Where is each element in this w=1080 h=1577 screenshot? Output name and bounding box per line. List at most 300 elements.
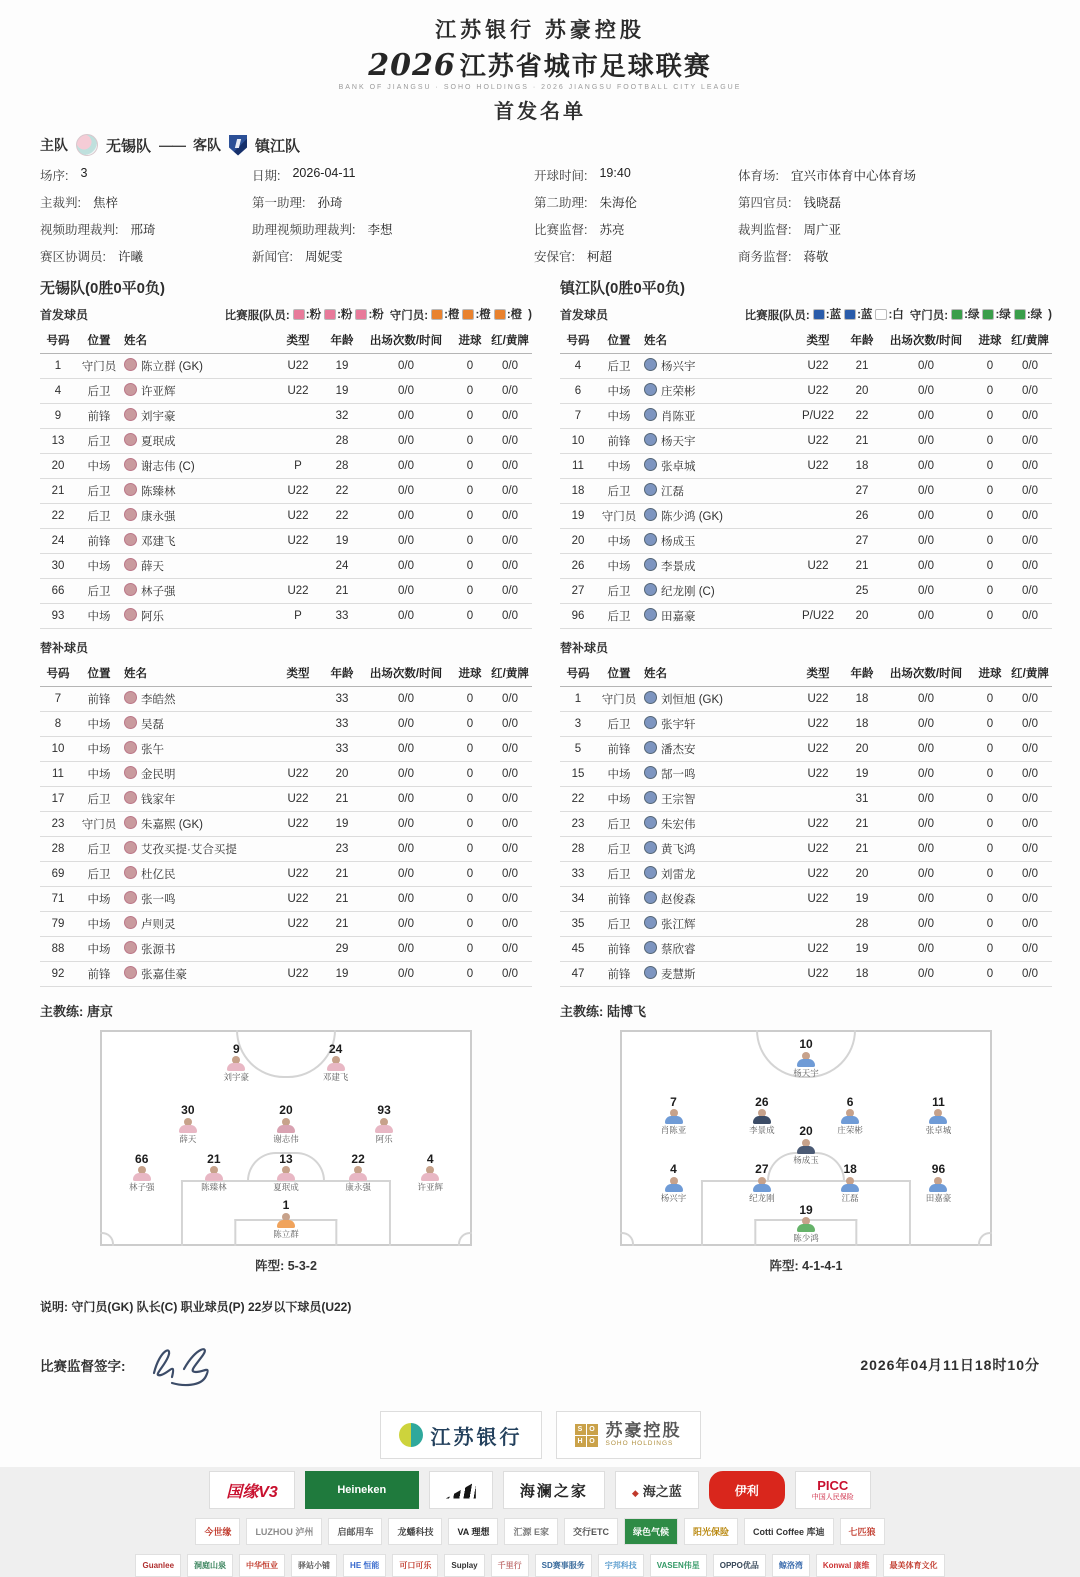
player-age: 20 bbox=[844, 737, 880, 762]
player-avatar-icon bbox=[644, 791, 657, 804]
player-row bbox=[560, 937, 1052, 962]
player-goals: 0 bbox=[972, 912, 1008, 937]
home-kit-info bbox=[225, 306, 532, 323]
player-cards: 0/0 bbox=[488, 529, 532, 554]
player-position: 后卫 bbox=[596, 812, 642, 837]
player-goals: 0 bbox=[452, 687, 488, 712]
player-name-cell bbox=[642, 354, 792, 379]
kit-color-name: :蓝 bbox=[825, 309, 842, 322]
player-position: 前锋 bbox=[76, 687, 122, 712]
player-apps: 0/0 bbox=[880, 579, 972, 604]
player-type: U22 bbox=[272, 812, 324, 837]
player-cards: 0/0 bbox=[488, 429, 532, 454]
col-name: 姓名 bbox=[122, 660, 272, 687]
player-age: 21 bbox=[844, 354, 880, 379]
player-avatar-icon bbox=[644, 841, 657, 854]
player-name-cell bbox=[122, 787, 272, 812]
col-cards: 红/黄牌 bbox=[488, 660, 532, 687]
player-name: 陈臻林 bbox=[141, 486, 176, 498]
sponsor-chip: Guanlee bbox=[135, 1554, 181, 1577]
player-age: 33 bbox=[324, 712, 360, 737]
player-avatar-icon bbox=[644, 583, 657, 596]
player-position: 中场 bbox=[596, 379, 642, 404]
kit-prefix: 比赛服(队员: bbox=[224, 309, 290, 322]
player-figure-icon bbox=[420, 1166, 440, 1182]
player-row bbox=[560, 454, 1052, 479]
kit-suffix: ) bbox=[528, 308, 532, 321]
player-number: 11 bbox=[560, 454, 596, 479]
player-row bbox=[560, 529, 1052, 554]
formation-player bbox=[778, 1038, 834, 1078]
player-type: U22 bbox=[792, 962, 844, 987]
player-apps: 0/0 bbox=[880, 429, 972, 454]
player-name: 陈立群 (GK) bbox=[141, 361, 203, 373]
sponsor-chip: Konwal 康维 bbox=[816, 1554, 877, 1577]
player-age: 18 bbox=[844, 962, 880, 987]
player-row bbox=[560, 887, 1052, 912]
player-goals: 0 bbox=[452, 912, 488, 937]
player-type bbox=[272, 429, 324, 454]
player-number: 88 bbox=[40, 937, 76, 962]
player-number: 6 bbox=[560, 379, 596, 404]
player-apps: 0/0 bbox=[880, 687, 972, 712]
player-name: 艾孜买提·艾合买提 bbox=[141, 844, 237, 856]
starters-label: 首发球员 bbox=[560, 308, 609, 322]
player-avatar-icon bbox=[124, 508, 137, 521]
player-goals: 0 bbox=[972, 837, 1008, 862]
player-position: 守门员 bbox=[596, 504, 642, 529]
kit-item bbox=[462, 306, 490, 322]
player-number: 21 bbox=[40, 479, 76, 504]
formation-player-name: 田嘉豪 bbox=[925, 1193, 952, 1204]
league-title-en: BANK OF JIANGSU · SOHO HOLDINGS · 2026 JIANGSU FOOTBALL CITY LEAGUE bbox=[338, 84, 742, 91]
player-name: 杨兴宇 bbox=[661, 361, 696, 373]
sponsor-chip: VASEN伟星 bbox=[650, 1554, 707, 1577]
col-goals: 进球 bbox=[452, 660, 488, 687]
sponsor-chip: SD赛事服务 bbox=[535, 1554, 592, 1577]
formation-player-number: 10 bbox=[799, 1037, 813, 1052]
player-avatar-icon bbox=[124, 966, 137, 979]
player-cards: 0/0 bbox=[1008, 837, 1052, 862]
info-label: 第一助理: bbox=[252, 196, 306, 210]
player-type: U22 bbox=[272, 529, 324, 554]
player-cards: 0/0 bbox=[1008, 554, 1052, 579]
player-row bbox=[40, 787, 532, 812]
player-goals: 0 bbox=[452, 529, 488, 554]
player-position: 后卫 bbox=[76, 862, 122, 887]
player-type bbox=[272, 404, 324, 429]
table-header-row bbox=[560, 327, 1052, 354]
formation-player-name: 夏珉成 bbox=[273, 1182, 299, 1193]
sponsor-jiangsu-bank bbox=[380, 1411, 542, 1459]
player-figure-icon bbox=[374, 1118, 394, 1134]
player-position: 后卫 bbox=[596, 712, 642, 737]
formation-player-number: 96 bbox=[931, 1162, 946, 1177]
player-avatar-icon bbox=[644, 866, 657, 879]
col-type: 类型 bbox=[792, 327, 844, 354]
player-avatar-icon bbox=[644, 691, 657, 704]
player-cards: 0/0 bbox=[1008, 454, 1052, 479]
formation-label: 阵型: bbox=[769, 1259, 799, 1273]
info-label: 第二助理: bbox=[534, 196, 588, 210]
player-row bbox=[560, 862, 1052, 887]
legend-note: 说明: 守门员(GK) 队长(C) 职业球员(P) 22岁以下球员(U22) bbox=[40, 1300, 352, 1314]
player-number: 34 bbox=[560, 887, 596, 912]
player-row bbox=[560, 379, 1052, 404]
formation-player bbox=[910, 1163, 966, 1203]
formation-player bbox=[778, 1125, 834, 1165]
sponsor-row-primary bbox=[0, 1411, 1080, 1459]
kit-color-name: :白 bbox=[888, 309, 904, 322]
info-label: 开球时间: bbox=[534, 169, 588, 183]
player-name-cell bbox=[122, 454, 272, 479]
info-field bbox=[534, 247, 738, 265]
player-cards: 0/0 bbox=[1008, 862, 1052, 887]
kit-item bbox=[813, 306, 841, 322]
teams-bar bbox=[40, 134, 1080, 156]
away-formation-pitch bbox=[620, 1030, 992, 1246]
col-type: 类型 bbox=[792, 660, 844, 687]
sponsor-chip: 中华恒业 bbox=[239, 1554, 285, 1577]
sponsor-chip: 今世缘 bbox=[195, 1518, 240, 1545]
player-goals: 0 bbox=[452, 762, 488, 787]
player-name: 李皓然 bbox=[141, 694, 176, 706]
player-goals: 0 bbox=[972, 737, 1008, 762]
formation-player bbox=[208, 1043, 264, 1083]
player-cards: 0/0 bbox=[1008, 962, 1052, 987]
player-name: 朱宏伟 bbox=[661, 819, 696, 831]
player-position: 后卫 bbox=[596, 354, 642, 379]
sponsor-yili: 伊利 bbox=[709, 1471, 785, 1509]
player-figure-icon bbox=[132, 1166, 152, 1182]
col-cards: 红/黄牌 bbox=[1008, 327, 1052, 354]
player-age: 21 bbox=[324, 887, 360, 912]
player-name-cell bbox=[642, 504, 792, 529]
player-position: 前锋 bbox=[596, 429, 642, 454]
player-name-cell bbox=[642, 554, 792, 579]
player-name-cell bbox=[122, 862, 272, 887]
sponsor-chip: Suplay bbox=[444, 1554, 484, 1577]
info-label: 新闻官: bbox=[252, 250, 293, 264]
info-value: 孙琦 bbox=[317, 196, 343, 210]
player-name-cell bbox=[642, 479, 792, 504]
player-cards: 0/0 bbox=[488, 604, 532, 629]
player-row bbox=[560, 787, 1052, 812]
player-age: 22 bbox=[324, 504, 360, 529]
player-name-cell bbox=[122, 937, 272, 962]
player-goals: 0 bbox=[452, 504, 488, 529]
player-goals: 0 bbox=[452, 712, 488, 737]
kit-garment-icon bbox=[813, 309, 825, 320]
player-position: 中场 bbox=[596, 404, 642, 429]
formation-player-name: 庄荣彬 bbox=[837, 1125, 863, 1136]
player-position: 前锋 bbox=[596, 962, 642, 987]
formation-player bbox=[402, 1153, 458, 1193]
formation-player-name: 肖陈亚 bbox=[660, 1125, 687, 1136]
sponsor-chip: 绿色气候 bbox=[624, 1518, 678, 1545]
player-age: 29 bbox=[324, 937, 360, 962]
info-label: 安保官: bbox=[534, 250, 575, 264]
player-apps: 0/0 bbox=[880, 404, 972, 429]
kit-color-name: :橙 bbox=[506, 309, 523, 322]
player-figure-icon bbox=[178, 1118, 198, 1134]
info-label: 视频助理裁判: bbox=[40, 223, 119, 237]
player-row bbox=[40, 762, 532, 787]
player-avatar-icon bbox=[124, 741, 137, 754]
player-apps: 0/0 bbox=[880, 554, 972, 579]
player-avatar-icon bbox=[644, 966, 657, 979]
player-name-cell bbox=[642, 962, 792, 987]
home-starters-table bbox=[40, 327, 532, 629]
away-team-name: 镇江队 bbox=[255, 137, 301, 155]
player-row bbox=[560, 812, 1052, 837]
player-age: 19 bbox=[324, 354, 360, 379]
info-field bbox=[738, 193, 1034, 211]
info-field bbox=[40, 220, 252, 238]
info-field bbox=[252, 247, 534, 265]
player-age: 18 bbox=[844, 454, 880, 479]
formation-player-number: 20 bbox=[279, 1103, 293, 1118]
player-age: 25 bbox=[844, 579, 880, 604]
table-header-row bbox=[40, 660, 532, 687]
info-value: 2026-04-11 bbox=[292, 166, 356, 180]
player-position: 中场 bbox=[596, 762, 642, 787]
player-apps: 0/0 bbox=[880, 529, 972, 554]
formation-player bbox=[734, 1163, 790, 1203]
kit-item bbox=[494, 306, 522, 322]
coach-label: 主教练: bbox=[560, 1004, 604, 1019]
jiangsu-bank-name: 江苏银行 bbox=[430, 1424, 523, 1449]
player-position: 中场 bbox=[76, 937, 122, 962]
coach-name: 唐京 bbox=[86, 1004, 113, 1019]
player-name: 卢则灵 bbox=[141, 919, 176, 931]
player-age: 27 bbox=[844, 479, 880, 504]
col-position: 位置 bbox=[596, 327, 642, 354]
formation-value: 4-1-4-1 bbox=[802, 1259, 843, 1273]
player-cards: 0/0 bbox=[1008, 887, 1052, 912]
formation-player bbox=[822, 1163, 878, 1203]
sponsor-chip: OPPO优品 bbox=[713, 1554, 766, 1577]
kit-garment-icon bbox=[844, 309, 856, 320]
info-field bbox=[252, 220, 534, 238]
player-apps: 0/0 bbox=[360, 554, 452, 579]
player-age: 28 bbox=[324, 429, 360, 454]
player-goals: 0 bbox=[972, 862, 1008, 887]
player-apps: 0/0 bbox=[360, 962, 452, 987]
player-goals: 0 bbox=[452, 737, 488, 762]
player-type: U22 bbox=[792, 737, 844, 762]
info-field bbox=[252, 166, 534, 184]
player-position: 守门员 bbox=[76, 354, 122, 379]
player-number: 1 bbox=[560, 687, 596, 712]
player-type: U22 bbox=[272, 962, 324, 987]
player-cards: 0/0 bbox=[488, 837, 532, 862]
kit-color-name: :橙 bbox=[475, 309, 491, 322]
player-apps: 0/0 bbox=[880, 379, 972, 404]
player-type: U22 bbox=[792, 937, 844, 962]
player-avatar-icon bbox=[124, 408, 137, 421]
home-formation-pitch bbox=[100, 1030, 472, 1246]
player-figure-icon bbox=[226, 1056, 246, 1072]
guoyuan-label: 国缘V3 bbox=[226, 1483, 278, 1501]
player-position: 中场 bbox=[76, 912, 122, 937]
sponsor-chip: 启邮用车 bbox=[328, 1518, 382, 1545]
player-cards: 0/0 bbox=[488, 962, 532, 987]
formation-player-number: 24 bbox=[329, 1041, 343, 1056]
player-name: 朱嘉熙 (GK) bbox=[141, 819, 203, 831]
sponsor-adidas bbox=[429, 1471, 493, 1509]
player-goals: 0 bbox=[972, 504, 1008, 529]
kit-gk-label: 守门员: bbox=[389, 309, 429, 322]
info-value: 周妮雯 bbox=[304, 250, 343, 264]
player-number: 7 bbox=[40, 687, 76, 712]
player-position: 中场 bbox=[596, 554, 642, 579]
player-row bbox=[40, 862, 532, 887]
player-name-cell bbox=[122, 479, 272, 504]
player-goals: 0 bbox=[972, 379, 1008, 404]
player-name: 薛天 bbox=[141, 561, 164, 573]
player-figure-icon bbox=[796, 1139, 816, 1155]
player-age: 20 bbox=[324, 762, 360, 787]
player-name-cell bbox=[122, 687, 272, 712]
kit-item bbox=[982, 306, 1010, 322]
player-name: 庄荣彬 bbox=[661, 386, 696, 398]
player-apps: 0/0 bbox=[880, 354, 972, 379]
formation-goalkeeper bbox=[778, 1204, 834, 1244]
player-name: 康永强 bbox=[141, 511, 176, 523]
picc-label: PICC bbox=[817, 1478, 849, 1493]
col-position: 位置 bbox=[596, 660, 642, 687]
info-label: 场序: bbox=[40, 169, 69, 183]
player-age: 33 bbox=[324, 687, 360, 712]
player-row bbox=[40, 579, 532, 604]
info-value: 苏亮 bbox=[599, 223, 625, 237]
kit-item bbox=[1014, 306, 1042, 322]
player-age: 18 bbox=[844, 687, 880, 712]
player-number: 7 bbox=[560, 404, 596, 429]
player-row bbox=[560, 962, 1052, 987]
player-cards: 0/0 bbox=[1008, 404, 1052, 429]
player-name: 陈少鸿 (GK) bbox=[661, 511, 723, 523]
player-apps: 0/0 bbox=[360, 937, 452, 962]
player-apps: 0/0 bbox=[360, 687, 452, 712]
player-number: 22 bbox=[560, 787, 596, 812]
kit-item bbox=[355, 306, 383, 322]
player-number: 8 bbox=[40, 712, 76, 737]
player-type: U22 bbox=[272, 912, 324, 937]
player-row bbox=[40, 604, 532, 629]
sponsor-chip: 七匹狼 bbox=[840, 1518, 885, 1545]
player-goals: 0 bbox=[972, 604, 1008, 629]
player-name: 张午 bbox=[141, 744, 164, 756]
player-number: 96 bbox=[560, 604, 596, 629]
player-number: 10 bbox=[560, 429, 596, 454]
formation-player-name: 杨成玉 bbox=[793, 1154, 819, 1165]
player-type bbox=[272, 937, 324, 962]
player-name-cell bbox=[122, 737, 272, 762]
player-name-cell bbox=[122, 912, 272, 937]
player-figure-icon bbox=[326, 1056, 346, 1072]
player-age: 33 bbox=[324, 604, 360, 629]
player-goals: 0 bbox=[452, 787, 488, 812]
player-name: 邓建飞 bbox=[141, 536, 176, 548]
sponsor-chip: HE 恒能 bbox=[343, 1554, 386, 1577]
player-figure-icon bbox=[276, 1213, 296, 1229]
player-avatar-icon bbox=[124, 691, 137, 704]
formation-player-name: 谢志伟 bbox=[273, 1133, 299, 1144]
player-avatar-icon bbox=[124, 866, 137, 879]
kit-garment-icon bbox=[875, 309, 887, 320]
sheet-title: 首发名单 bbox=[494, 101, 586, 123]
player-name-cell bbox=[642, 762, 792, 787]
player-type bbox=[792, 479, 844, 504]
sponsor-chip: VA 理想 bbox=[448, 1518, 498, 1545]
kit-color-name: :绿 bbox=[995, 309, 1011, 322]
player-type: U22 bbox=[792, 837, 844, 862]
player-cards: 0/0 bbox=[1008, 687, 1052, 712]
player-goals: 0 bbox=[452, 354, 488, 379]
info-field bbox=[534, 166, 738, 184]
player-goals: 0 bbox=[972, 962, 1008, 987]
player-apps: 0/0 bbox=[880, 962, 972, 987]
player-name-cell bbox=[122, 762, 272, 787]
player-avatar-icon bbox=[124, 558, 137, 571]
player-number: 66 bbox=[40, 579, 76, 604]
player-goals: 0 bbox=[452, 579, 488, 604]
kit-item bbox=[431, 306, 459, 322]
sponsor-heineken: Heineken bbox=[305, 1471, 419, 1509]
player-name-cell bbox=[642, 579, 792, 604]
formation-player-number: 13 bbox=[279, 1151, 293, 1166]
player-row bbox=[40, 962, 532, 987]
player-goals: 0 bbox=[972, 529, 1008, 554]
player-avatar-icon bbox=[124, 458, 137, 471]
player-position: 后卫 bbox=[596, 837, 642, 862]
player-goals: 0 bbox=[972, 404, 1008, 429]
player-row bbox=[560, 579, 1052, 604]
player-name: 张一鸣 bbox=[141, 894, 176, 906]
player-apps: 0/0 bbox=[360, 604, 452, 629]
formation-player-number: 4 bbox=[426, 1151, 434, 1166]
player-position: 中场 bbox=[76, 737, 122, 762]
player-age: 19 bbox=[844, 937, 880, 962]
player-row bbox=[40, 912, 532, 937]
formation-player-number: 21 bbox=[207, 1151, 221, 1166]
player-position: 前锋 bbox=[76, 404, 122, 429]
formation-player bbox=[646, 1163, 702, 1203]
player-cards: 0/0 bbox=[488, 687, 532, 712]
col-age: 年龄 bbox=[844, 660, 880, 687]
player-apps: 0/0 bbox=[360, 529, 452, 554]
info-field bbox=[40, 166, 252, 184]
player-row bbox=[40, 454, 532, 479]
player-avatar-icon bbox=[644, 941, 657, 954]
formation-player-name: 阿乐 bbox=[375, 1133, 393, 1144]
player-apps: 0/0 bbox=[360, 404, 452, 429]
info-value: 钱晓磊 bbox=[803, 196, 841, 210]
player-name-cell bbox=[642, 812, 792, 837]
player-figure-icon bbox=[752, 1177, 772, 1193]
away-starters-header bbox=[560, 306, 1052, 323]
player-row bbox=[560, 837, 1052, 862]
player-number: 35 bbox=[560, 912, 596, 937]
player-apps: 0/0 bbox=[360, 912, 452, 937]
player-row bbox=[560, 479, 1052, 504]
info-value: 许曦 bbox=[117, 250, 143, 264]
match-info-grid bbox=[40, 166, 1080, 265]
player-type bbox=[792, 912, 844, 937]
player-position: 中场 bbox=[596, 454, 642, 479]
